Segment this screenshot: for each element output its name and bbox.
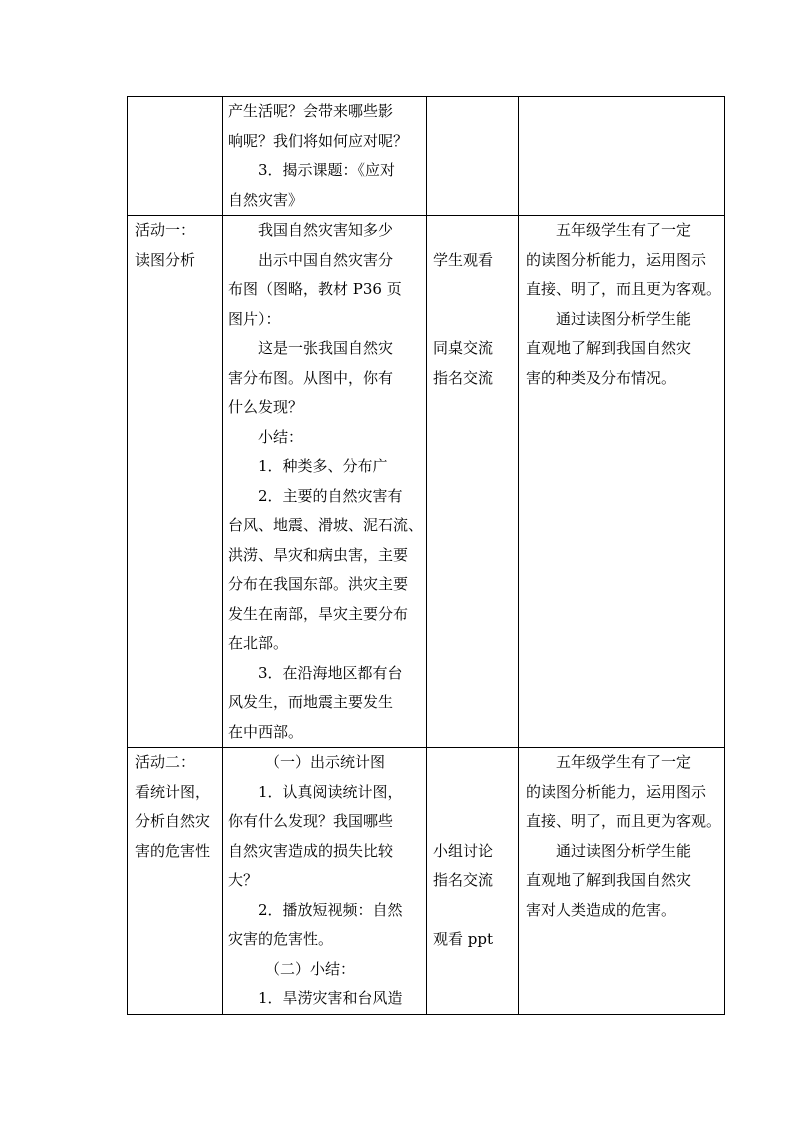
- design-intent-line: 的读图分析能力，运用图示: [526, 250, 707, 269]
- content-line: 什么发现？: [228, 398, 304, 416]
- content-line: 分布在我国东部。洪灾主要: [228, 575, 409, 593]
- activity-label: 读图分析: [135, 250, 196, 269]
- content-line: 1．种类多、分布广: [258, 457, 388, 475]
- table-row: [128, 748, 725, 1015]
- content-line: 产生活呢？会带来哪些影: [228, 102, 394, 120]
- content-cell: [223, 97, 427, 216]
- content-line: 出示中国自然灾害分: [258, 250, 394, 269]
- content-line: 自然灾害造成的损失比较: [228, 841, 394, 860]
- content-line: 响呢？我们将如何应对呢？: [228, 131, 409, 150]
- activity-label: 活动一：: [135, 221, 196, 239]
- design-intent-line: 五年级学生有了一定: [556, 753, 692, 771]
- content-line: 2．播放短视频：自然: [258, 900, 403, 919]
- design-intent-cell: [519, 97, 725, 216]
- student-activity-line: 观看 ppt: [433, 930, 494, 948]
- content-line: 1．认真阅读统计图，: [258, 782, 403, 801]
- content-line: （一）出示统计图: [265, 753, 386, 771]
- activity-cell: [128, 97, 223, 216]
- student-activity-line: 指名交流: [433, 368, 494, 387]
- content-line: 在中西部。: [228, 722, 304, 741]
- content-cell: [223, 748, 427, 1015]
- design-intent-cell: [519, 216, 725, 748]
- activity-label: 活动二：: [135, 753, 196, 771]
- design-intent-line: 通过读图分析学生能: [556, 841, 692, 860]
- content-line: 害分布图。从图中，你有: [228, 368, 394, 387]
- content-line: 2．主要的自然灾害有: [258, 486, 403, 505]
- student-activity-cell: [427, 97, 519, 216]
- activity-cell: [128, 216, 223, 748]
- design-intent-line: 直观地了解到我国自然灾: [526, 871, 692, 889]
- design-intent-line: 害对人类造成的危害。: [526, 900, 677, 919]
- design-intent-line: 害的种类及分布情况。: [526, 368, 677, 387]
- content-line: 发生在南部，旱灾主要分布: [228, 604, 409, 623]
- design-intent-line: 的读图分析能力，运用图示: [526, 782, 707, 801]
- activity-label: 害的危害性: [135, 841, 211, 860]
- design-intent-line: 五年级学生有了一定: [556, 221, 692, 239]
- table-row: [128, 97, 725, 216]
- content-line: 布图（图略，教材 P36 页: [228, 280, 402, 298]
- student-activity-line: 小组讨论: [433, 841, 494, 860]
- content-line: 风发生，而地震主要发生: [228, 693, 394, 711]
- content-line: 洪涝、旱灾和病虫害，主要: [228, 545, 409, 564]
- content-line: 在北部。: [228, 634, 289, 652]
- table-row: [128, 216, 725, 748]
- content-line: 自然灾害》: [228, 190, 304, 209]
- content-line: 3．在沿海地区都有台: [258, 663, 403, 682]
- design-intent-line: 通过读图分析学生能: [556, 309, 692, 328]
- student-activity-line: 指名交流: [433, 871, 494, 889]
- content-line: 大？: [228, 871, 259, 889]
- design-intent-cell: [519, 748, 725, 1015]
- student-activity-line: 学生观看: [433, 250, 494, 269]
- design-intent-line: 直接、明了，而且更为客观。: [526, 812, 722, 830]
- content-line: 小结：: [258, 427, 304, 446]
- student-activity-line: 同桌交流: [433, 339, 494, 357]
- student-activity-cell: [427, 216, 519, 748]
- content-line: 1．旱涝灾害和台风造: [258, 989, 403, 1007]
- student-activity-cell: [427, 748, 519, 1015]
- activity-label: 看统计图，: [135, 782, 211, 801]
- content-line: 你有什么发现？我国哪些: [228, 812, 394, 830]
- content-line: 这是一张我国自然灾: [258, 339, 394, 357]
- design-intent-line: 直观地了解到我国自然灾: [526, 339, 692, 357]
- content-line: 灾害的危害性。: [228, 930, 334, 948]
- design-intent-line: 直接、明了，而且更为客观。: [526, 280, 722, 298]
- content-line: 图片）：: [228, 309, 281, 328]
- content-line: 我国自然灾害知多少: [258, 221, 394, 239]
- content-line: （二）小结：: [265, 959, 356, 978]
- activity-label: 分析自然灾: [135, 812, 211, 830]
- content-cell: [223, 216, 427, 748]
- lesson-plan-table: [127, 96, 725, 1015]
- content-line: 3．揭示课题：《应对: [258, 161, 396, 179]
- activity-cell: [128, 748, 223, 1015]
- content-line: 台风、地震、滑坡、泥石流、: [228, 516, 424, 534]
